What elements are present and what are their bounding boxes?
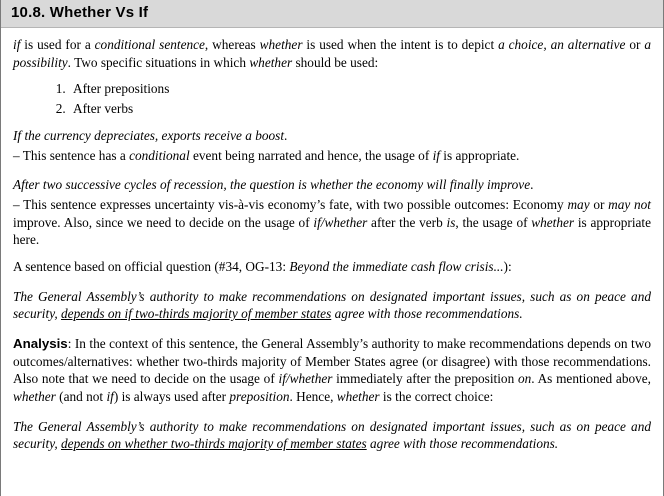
exp2-text-2: or [589,197,609,213]
official-question-reference [13,258,651,276]
intro-text-4: or [625,37,645,52]
exp1-text-1: – This sentence has a [13,147,130,163]
quote1-text-1: The General Assembly’s authority to make recommendations on designated important issues, such as on peace and security, [13,288,651,322]
analysis-label: Analysis [13,336,68,352]
exp2-text-6: is appropriate here. [13,214,652,248]
intro-text-5: . Two specific situations in which [67,54,250,70]
quote1-underlined-clause: depends on if two-thirds majority of member states [61,306,332,322]
exp1-text-3: is appropriate. [439,147,520,163]
quote-correct [13,418,651,453]
analysis-em-whether: whether [13,389,56,405]
example-1-text: If the currency depreciates, exports receive a boost [13,128,285,144]
intro-term-conditional-sentence: conditional sentence [94,37,205,52]
quote2-text-1: The General Assembly’s authority to make recommendations on designated important issues, such as on peace and security, [13,418,651,452]
list-item: 2. After verbs [69,100,651,118]
official-question-title: Beyond the immediate cash flow crisis... [289,259,504,275]
quote-incorrect [13,288,651,323]
analysis-em-if-whether: if/whether [278,371,333,387]
quote2-text-2: agree with those recommendations. [366,436,559,452]
exp2-em-may: may [567,197,590,213]
exp2-em-if-whether: if/whether [313,214,368,230]
example-2-period: . [530,177,534,193]
example-2-sentence [13,176,651,194]
intro-text-1: is used for a [20,37,95,52]
analysis-paragraph [13,335,651,406]
analysis-text-4: (and not [55,389,107,405]
analysis-text-6: . Hence, [289,389,337,405]
intro-term-possibility: a possibility [13,37,651,70]
exp1-text-2: event being narrated and hence, the usage of [189,147,433,163]
intro-paragraph [13,36,651,71]
intro-term-whether-2: whether [249,54,293,70]
example-2-explanation [13,196,651,249]
exp2-em-may-not: may not [608,197,651,213]
document-body [1,28,663,453]
exp2-em-whether: whether [531,214,575,230]
intro-text-2: , whereas [204,37,260,52]
quote2-underlined-clause: depends on whether two-thirds majority of member states [61,436,367,452]
example-1-period: . [284,128,288,144]
intro-term-if: if [13,37,21,52]
intro-text-3: is used when the intent is to depict [302,37,499,52]
analysis-em-whether-2: whether [336,389,380,405]
analysis-em-on: on [517,371,532,387]
quote1-text-2: agree with those recommendations. [331,306,523,322]
analysis-text-3: . As mentioned above, [531,371,652,387]
official-prefix: A sentence based on official question (#34, OG-13: [13,259,290,275]
analysis-text-1: : In the context of this sentence, the General Assembly’s authority to make recommendations depends on two outcomes/alternatives: whether two-thirds majority of Member States agree (or disagree) with those recommendations. Also note that we need to decide on the usage of [13,336,651,387]
usage-situations-list [13,80,651,118]
example-1-explanation [13,147,651,165]
exp2-text-3: improve. Also, since we need to decide on the usage of [13,214,314,230]
exp2-text-5: , the usage of [455,214,532,230]
analysis-text-5: ) is always used after [113,389,230,405]
intro-term-choice: a choice, an alternative [498,37,626,52]
official-suffix: ): [503,259,512,275]
example-2-text: After two successive cycles of recession, the question is whether the economy will finally improve [13,177,531,193]
analysis-em-preposition: preposition [229,389,290,405]
analysis-text-2: immediately after the preposition [332,371,518,387]
exp2-text-4: after the verb [367,214,447,230]
analysis-em-if: if [106,389,114,405]
intro-text-6: should be used: [292,54,379,70]
page-title: 10.8. Whether Vs If [11,4,149,21]
exp1-em-conditional: conditional [129,147,190,163]
section-heading-bar [1,0,663,28]
analysis-text-7: is the correct choice: [379,389,494,405]
exp2-em-is: is [446,214,456,230]
example-1-sentence [13,127,651,145]
exp2-text-1: – This sentence expresses uncertainty vis-à-vis economy’s fate, with two possible outcomes: Economy [13,197,568,213]
list-item: 1. After prepositions [69,80,651,98]
exp1-em-if: if [432,147,440,163]
intro-term-whether: whether [259,37,303,52]
